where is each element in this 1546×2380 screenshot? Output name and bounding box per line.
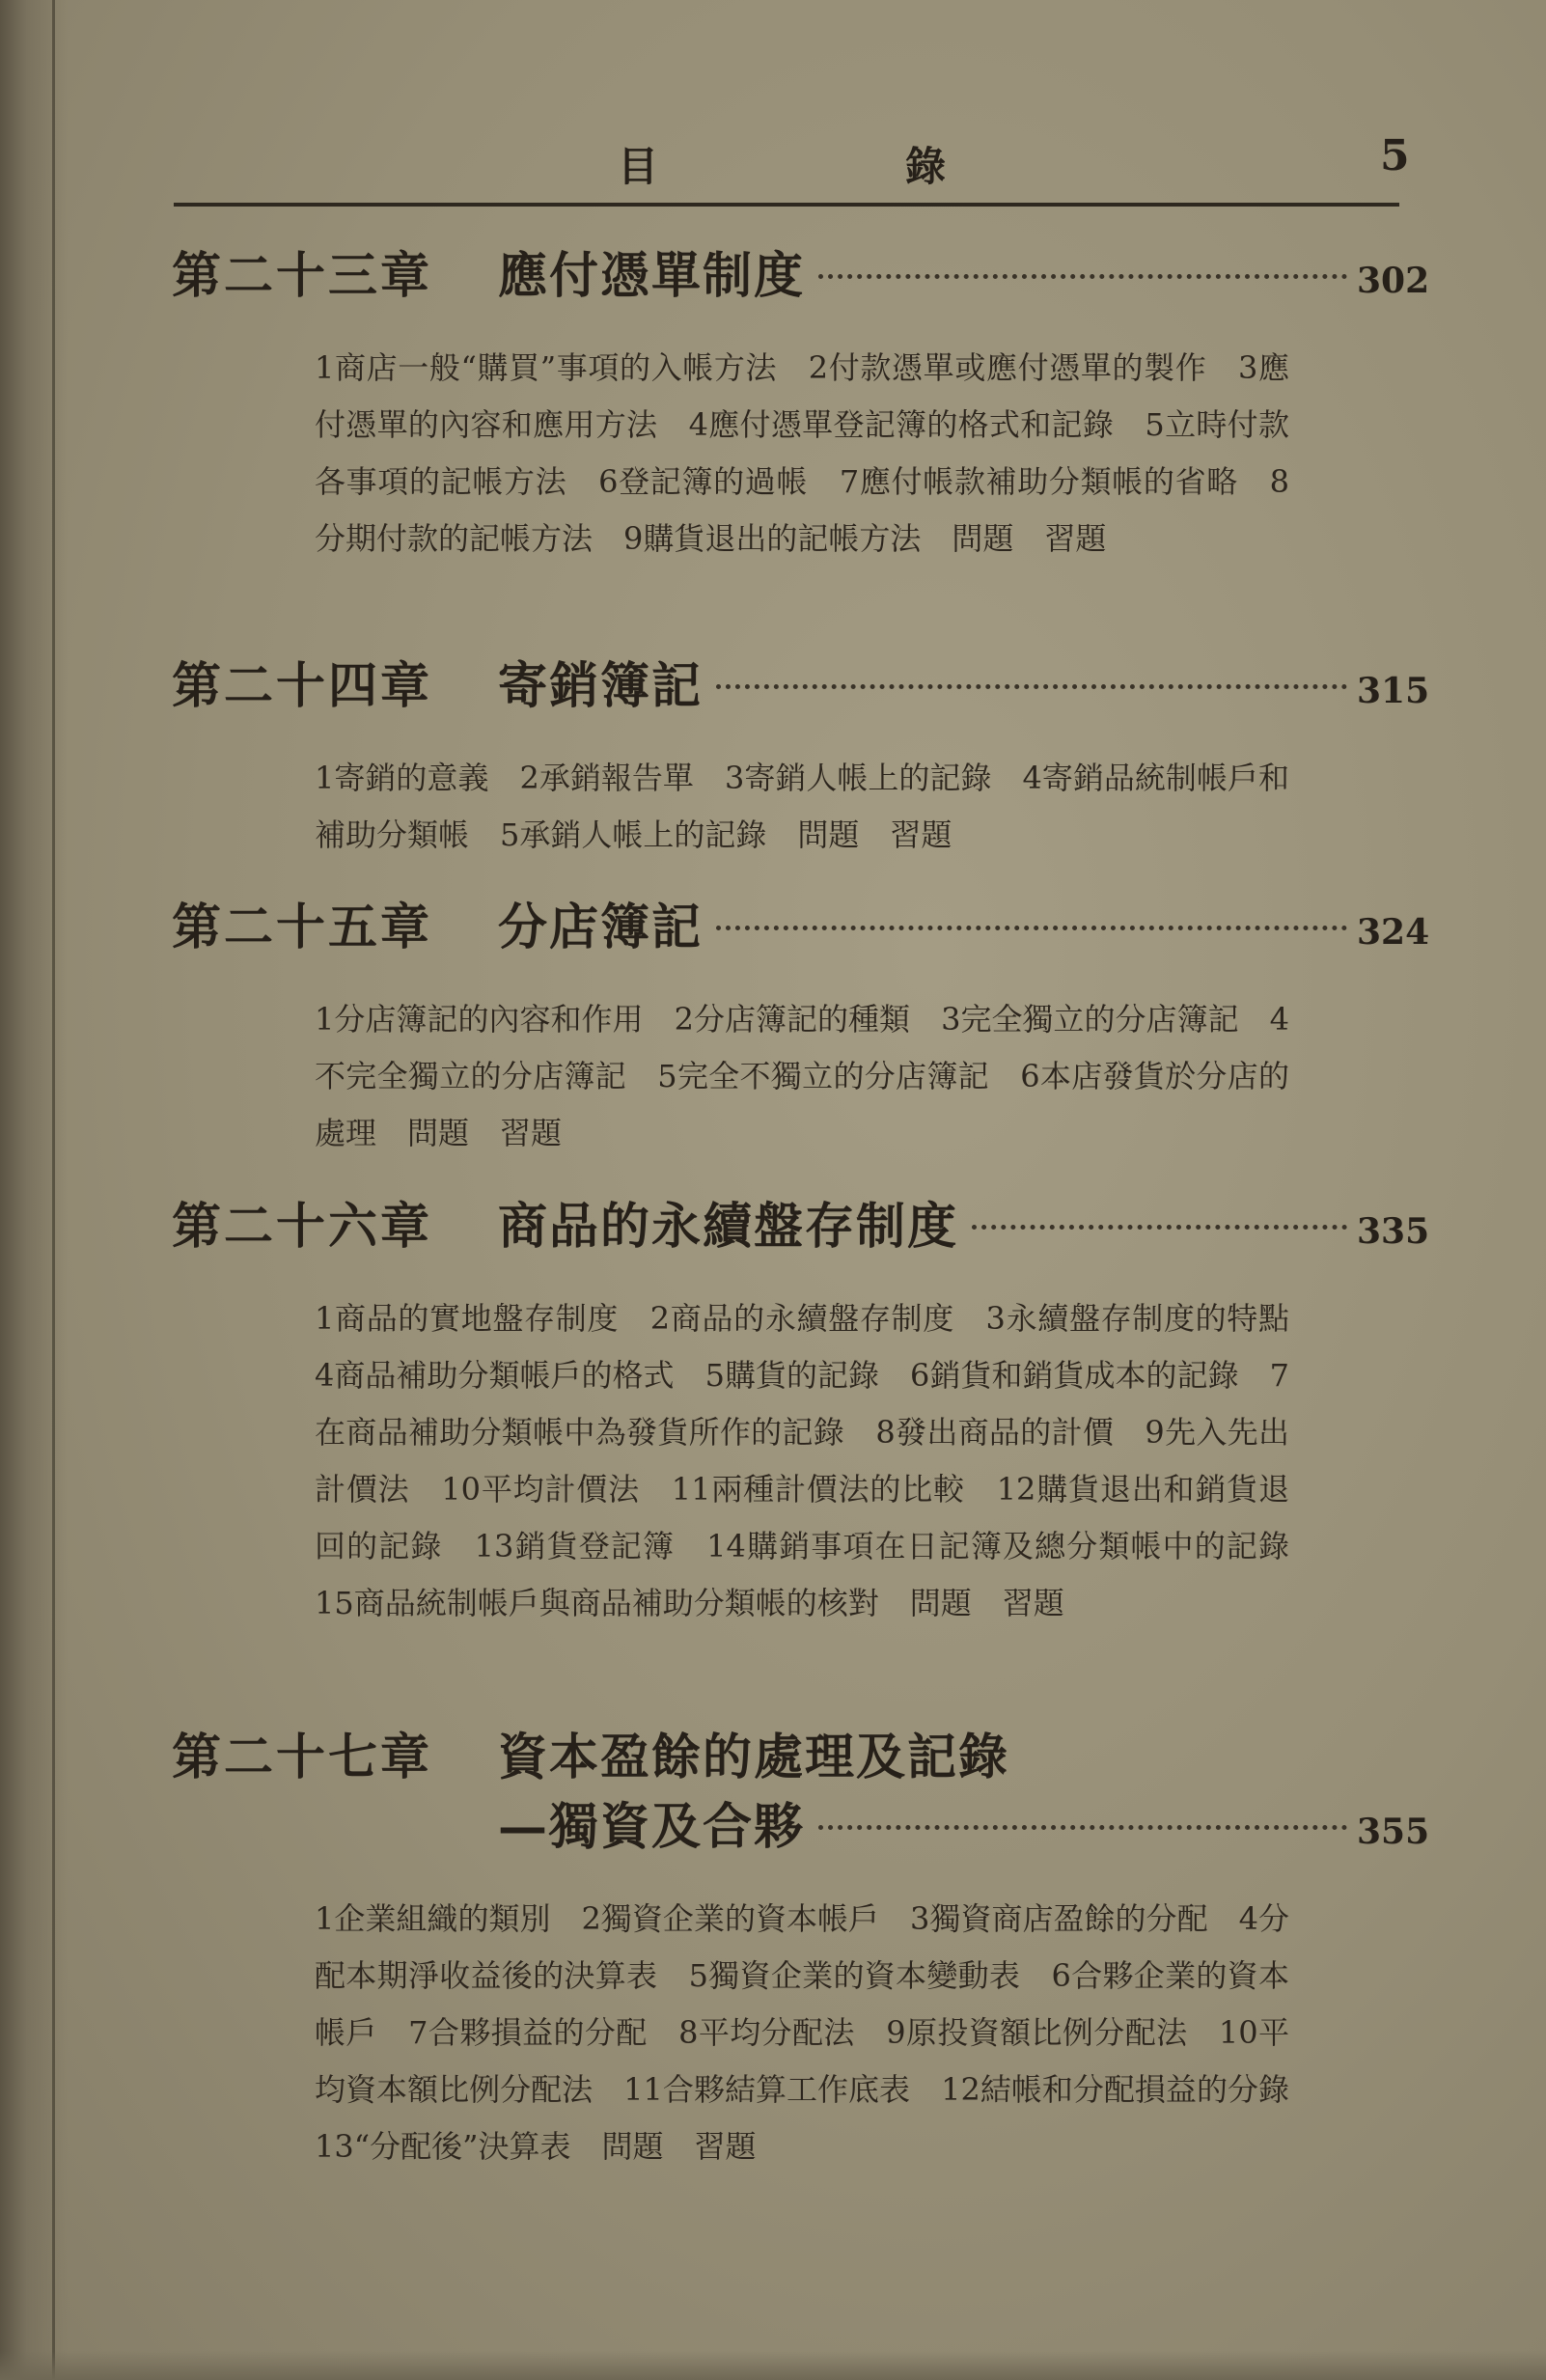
toc-entry-chapter-23 xyxy=(172,241,1430,567)
header-title-char-2: 錄 xyxy=(904,143,946,190)
chapter-contents: 1寄銷的意義 2承銷報告單 3寄銷人帳上的記錄 4寄銷品統制帳戶和補助分類帳 5承銷人帳上的記錄 問題 習題 xyxy=(315,760,1289,853)
chapter-page: 355 xyxy=(1357,1812,1430,1852)
chapter-heading xyxy=(172,1192,1430,1261)
chapter-heading xyxy=(172,241,1430,311)
page-number: 5 xyxy=(1380,131,1410,180)
toc-entry-chapter-24 xyxy=(172,651,1430,864)
chapter-page: 335 xyxy=(1357,1211,1430,1252)
chapter-heading xyxy=(172,651,1430,721)
chapter-subtitle: —獨資及合夥 xyxy=(498,1798,806,1856)
toc-entry-chapter-27 xyxy=(172,1723,1430,2175)
chapter-title: 寄銷簿記 xyxy=(498,657,704,715)
chapter-contents: 1商店一般“購買”事項的入帳方法 2付款憑單或應付憑單的製作 3應付憑單的內容和應用方法 4應付憑單登記簿的格式和記錄 5立時付款各事項的記帳方法 6登記簿的過帳 7應付帳款補助分類帳的省略 8分期付款的記帳方法 9購貨退出的記帳方法 問題 習題 xyxy=(315,349,1289,557)
chapter-page: 324 xyxy=(1357,912,1430,953)
binding-line xyxy=(52,0,55,2380)
running-header-title xyxy=(618,135,946,193)
chapter-contents: 1商品的實地盤存制度 2商品的永續盤存制度 3永續盤存制度的特點 4商品補助分類帳戶的格式 5購貨的記錄 6銷貨和銷貨成本的記錄 7在商品補助分類帳中為發貨所作的記錄 8發出商品的計價 9先入先出計價法 10平均計價法 11兩種計價法的比較 12購貨退出和銷貨退回的記錄 13銷貨登記簿 14購銷事項在日記簿及總分類帳中的記錄 15商品統制帳戶與商品補助分類帳的核對 問題 習題 xyxy=(315,1300,1321,1621)
chapter-number: 第二十六章 xyxy=(172,1198,433,1256)
chapter-heading xyxy=(172,1723,1426,1792)
chapter-contents: 1分店簿記的內容和作用 2分店簿記的種類 3完全獨立的分店簿記 4不完全獨立的分店簿記 5完全不獨立的分店簿記 6本店發貨於分店的處理 問題 習題 xyxy=(315,1001,1289,1151)
chapter-contents: 1企業組織的類別 2獨資企業的資本帳戶 3獨資商店盈餘的分配 4分配本期淨收益後的決算表 5獨資企業的資本變動表 6合夥企業的資本帳戶 7合夥損益的分配 8平均分配法 9原投資額比例分配法 10平均資本額比例分配法 11合夥結算工作底表 12結帳和分配損益的分錄 13“分配後”決算表 問題 習題 xyxy=(315,1900,1321,2165)
chapter-title: 分店簿記 xyxy=(498,899,704,956)
header-rule xyxy=(174,203,1399,207)
chapter-number: 第二十五章 xyxy=(172,899,433,956)
header-title-char-1: 目 xyxy=(618,143,659,190)
chapter-title: 商品的永續盤存制度 xyxy=(498,1198,959,1256)
chapter-number: 第二十三章 xyxy=(172,247,433,305)
chapter-number: 第二十七章 xyxy=(172,1729,433,1786)
dot-leader xyxy=(818,274,1347,279)
chapter-heading xyxy=(172,893,1430,962)
chapter-page: 315 xyxy=(1357,671,1430,711)
dot-leader xyxy=(716,926,1347,930)
chapter-title: 應付憑單制度 xyxy=(498,247,806,305)
chapter-page: 302 xyxy=(1357,261,1430,301)
toc-entry-chapter-26 xyxy=(172,1192,1430,1632)
dot-leader xyxy=(972,1225,1347,1230)
chapter-title: 資本盈餘的處理及記錄 xyxy=(498,1729,1010,1786)
toc-entry-chapter-25 xyxy=(172,893,1430,1162)
dot-leader xyxy=(716,684,1347,689)
chapter-number: 第二十四章 xyxy=(172,657,433,715)
page-edge-shadow xyxy=(0,2351,1546,2380)
chapter-subtitle-line xyxy=(172,1792,1430,1862)
dot-leader xyxy=(818,1825,1347,1830)
